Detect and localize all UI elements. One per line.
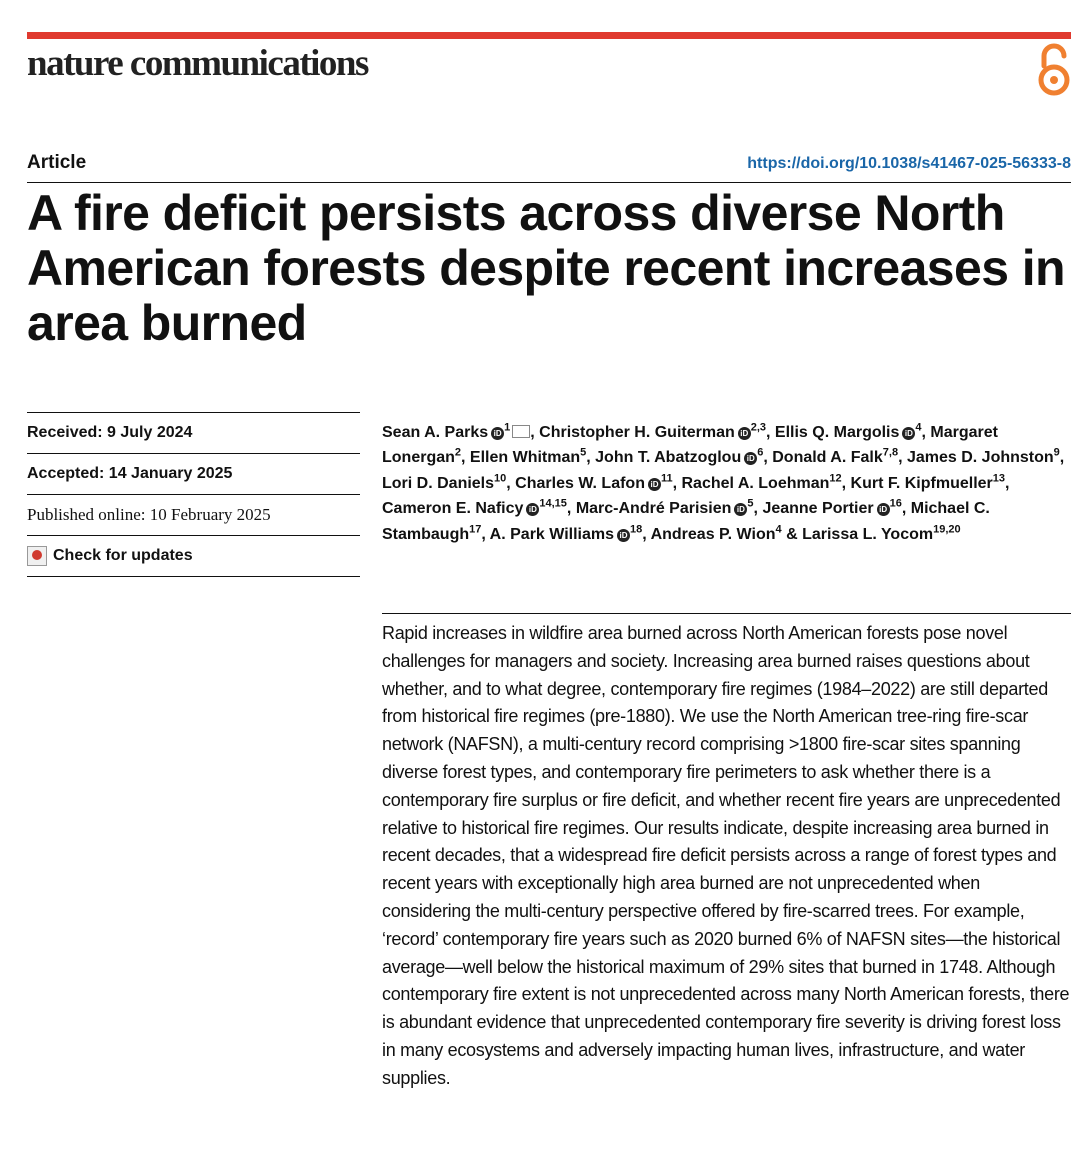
affiliation-marker: 7,8 (882, 447, 899, 460)
author-name[interactable]: Cameron E. Naficy (382, 500, 524, 518)
check-updates-label: Check for updates (53, 547, 193, 564)
abstract-text: Rapid increases in wildfire area burned across North American forests pose novel challenges for managers and society. Increasing area burned raises questions about whether, and to what degree, contemporary fire regimes (1984–2022) are still departed from historical fire regimes (pre-1880). We use the North American tree-ring fire-scar network (NAFSN), a multi-century record comprising >1800 fire-scar sites spanning diverse forest types, and contemporary fire perimeters to ask whether there is a contemporary fire surplus or fire deficit, and whether recent fire years are unprecedented relative to historical fire regimes. Our results indicate, despite increasing area burned in recent decades, that a widespread fire deficit persists across a range of forest types and recent years with exceptionally high area burned are not unprecedented when considering the multi-century perspective offered by fire-scarred trees. For example, ‘record’ contemporary fire years such as 2020 burned 6% of NAFSN sites—the historical average—well below the historical maximum of 29% sites that burned in 1748. Although contemporary fire extent is not unprecedented across many North American forests, there is abundant evidence that unprecedented contemporary fire severity is driving forest loss in many ecosystems and adversely impacting human lives, infrastructure, and water supplies. (382, 623, 1070, 1088)
orcid-icon[interactable]: iD (491, 427, 504, 440)
author-name[interactable]: Rachel A. Loehman (681, 474, 830, 492)
author-separator: , (763, 449, 773, 467)
author-name[interactable]: Ellen Whitman (469, 449, 581, 467)
check-updates-button[interactable] (27, 536, 360, 576)
author-name[interactable]: Larissa L. Yocom (802, 525, 934, 543)
author-separator: , (841, 474, 851, 492)
affiliation-marker: 2 (454, 447, 462, 460)
affiliation-marker: 17 (469, 523, 482, 536)
author-name[interactable]: A. Park Williams (489, 525, 615, 543)
orcid-icon[interactable]: iD (877, 503, 890, 516)
author-separator: , (642, 525, 651, 543)
author-name[interactable]: John T. Abatzoglou (595, 449, 742, 467)
author-name[interactable]: Jeanne Portier (762, 500, 874, 518)
affiliation-marker: 19,20 (933, 523, 961, 536)
orcid-icon[interactable]: iD (734, 503, 747, 516)
article-title: A fire deficit persists across diverse North American forests despite recent increases in area burned (27, 185, 1065, 351)
orcid-icon[interactable]: iD (617, 529, 630, 542)
article-meta (27, 412, 360, 577)
author-separator: , (672, 474, 682, 492)
orcid-icon[interactable]: iD (526, 503, 539, 516)
author-separator: , (586, 449, 596, 467)
affiliation-marker: 9 (1053, 447, 1060, 460)
published-date: Published online: 10 February 2025 (27, 505, 271, 524)
orcid-icon[interactable]: iD (738, 427, 751, 440)
author-name[interactable]: Marc-André Parisien (575, 500, 732, 518)
affiliation-marker: 1 (504, 421, 511, 434)
author-separator: , (753, 500, 763, 518)
author-name[interactable]: James D. Johnston (906, 449, 1054, 467)
author-separator: , (506, 474, 516, 492)
affiliation-marker: 2,3 (750, 421, 767, 434)
affiliation-marker: 4 (775, 523, 782, 536)
affiliation-marker: 5 (747, 497, 754, 510)
abstract-rule (382, 613, 1071, 614)
author-separator: , (481, 525, 490, 543)
author-name[interactable]: Sean A. Parks (382, 424, 489, 441)
doi-link[interactable]: https://doi.org/10.1038/s41467-025-56333-8 (747, 155, 1071, 172)
author-separator: , (1005, 474, 1010, 492)
author-separator: , (898, 449, 907, 467)
divider (27, 576, 360, 577)
author-name[interactable]: Andreas P. Wion (650, 525, 776, 543)
affiliation-marker: 18 (630, 523, 643, 536)
affiliation-marker: 14,15 (539, 497, 567, 510)
affiliation-marker: 6 (757, 447, 764, 460)
affiliation-marker: 5 (580, 447, 587, 460)
article-type-label: Article (27, 152, 87, 173)
author-name[interactable]: Kurt F. Kipfmueller (850, 474, 993, 492)
author-separator: , (921, 424, 931, 441)
affiliation-marker: 13 (992, 472, 1006, 485)
affiliation-marker: 11 (660, 472, 673, 485)
author-name[interactable]: Christopher H. Guiterman (539, 424, 735, 441)
accepted-date: Accepted: 14 January 2025 (27, 465, 233, 482)
author-separator: , (901, 500, 911, 518)
author-name[interactable]: Charles W. Lafon (515, 474, 645, 492)
author-separator: , (530, 424, 540, 441)
orcid-icon[interactable]: iD (744, 452, 757, 465)
journal-name[interactable]: nature communications (27, 43, 368, 84)
title-rule (27, 182, 1071, 183)
affiliation-marker: 16 (889, 497, 902, 510)
received-date: Received: 9 July 2024 (27, 424, 193, 441)
author-separator: & (781, 525, 803, 543)
check-updates-icon (27, 546, 47, 566)
orcid-icon[interactable]: iD (648, 478, 661, 491)
author-separator: , (566, 500, 576, 518)
author-separator: , (461, 449, 470, 467)
author-separator: , (766, 424, 775, 441)
mail-icon[interactable] (512, 425, 530, 438)
header-accent-bar (27, 32, 1071, 39)
author-name[interactable]: Michael C. Stambaugh (382, 500, 990, 543)
author-list (382, 420, 1072, 547)
author-name[interactable]: Lori D. Daniels (382, 474, 495, 492)
open-access-icon (1034, 42, 1074, 98)
affiliation-marker: 4 (915, 421, 922, 434)
affiliation-marker: 10 (494, 472, 507, 485)
author-name[interactable]: Donald A. Falk (772, 449, 883, 467)
author-name[interactable]: Margaret Lonergan (382, 424, 998, 467)
orcid-icon[interactable]: iD (902, 427, 915, 440)
author-name[interactable]: Ellis Q. Margolis (774, 424, 900, 441)
affiliation-marker: 12 (829, 472, 842, 485)
author-separator: , (1059, 449, 1065, 467)
